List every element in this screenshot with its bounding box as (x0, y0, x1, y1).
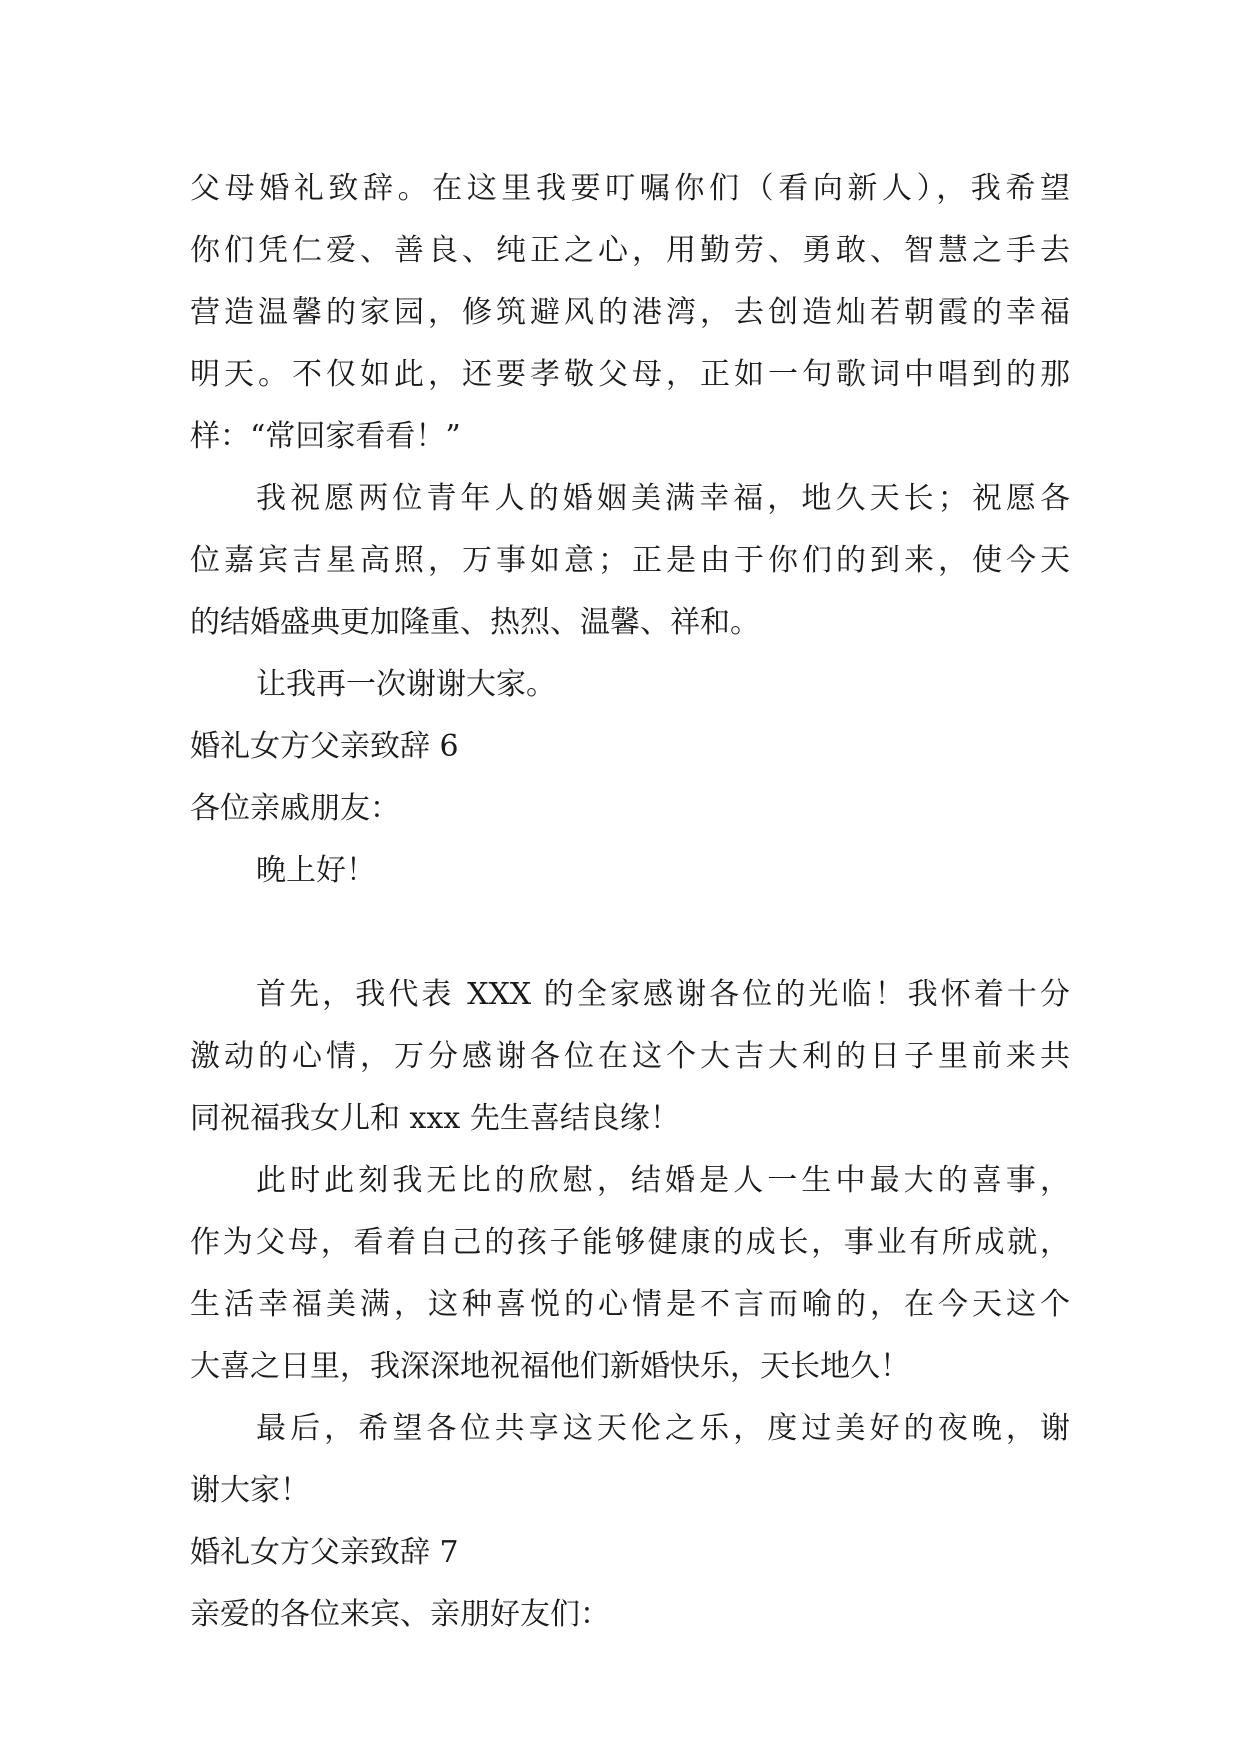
text-line: 各位亲戚朋友： (190, 791, 400, 826)
text-line: 最后，希望各位共享这天伦之乐，度过美好的夜晚，谢 (256, 1411, 1070, 1446)
text-line: 首先，我代表 XXX 的全家感谢各位的光临！我怀着十分 (256, 977, 1070, 1012)
text-line: 样：“常回家看看！” (190, 419, 461, 454)
document-body (190, 158, 1070, 1646)
text-line: 的结婚盛典更加隆重、热烈、温馨、祥和。 (190, 605, 760, 640)
text-line: 此时此刻我无比的欣慰，结婚是人一生中最大的喜事， (256, 1163, 1070, 1198)
text-line: 父母婚礼致辞。在这里我要叮嘱你们（看向新人），我希望 (190, 171, 1070, 206)
text-line: 同祝福我女儿和 xxx 先生喜结良缘！ (190, 1101, 680, 1136)
section-heading: 婚礼女方父亲致辞 6 (190, 729, 459, 764)
text-line: 明天。不仅如此，还要孝敬父母，正如一句歌词中唱到的那 (190, 357, 1070, 392)
text-line: 晚上好！ (256, 853, 376, 888)
text-line: 大喜之日里，我深深地祝福他们新婚快乐，天长地久！ (190, 1349, 910, 1384)
text-line: 谢大家！ (190, 1473, 310, 1508)
section-heading: 婚礼女方父亲致辞 7 (190, 1535, 459, 1570)
text-line: 营造温馨的家园，修筑避风的港湾，去创造灿若朝霞的幸福 (190, 295, 1070, 330)
text-line: 亲爱的各位来宾、亲朋好友们： (190, 1597, 610, 1632)
text-line: 生活幸福美满，这种喜悦的心情是不言而喻的，在今天这个 (190, 1287, 1070, 1322)
text-line: 让我再一次谢谢大家。 (256, 667, 556, 702)
text-line: 你们凭仁爱、善良、纯正之心，用勤劳、勇敢、智慧之手去 (190, 233, 1070, 268)
text-line: 激动的心情，万分感谢各位在这个大吉大利的日子里前来共 (190, 1039, 1070, 1074)
text-line: 作为父母，看着自己的孩子能够健康的成长，事业有所成就， (190, 1225, 1070, 1260)
blank-line (190, 902, 1070, 964)
text-line: 我祝愿两位青年人的婚姻美满幸福，地久天长；祝愿各 (256, 481, 1070, 516)
text-line: 位嘉宾吉星高照，万事如意；正是由于你们的到来，使今天 (190, 543, 1070, 578)
